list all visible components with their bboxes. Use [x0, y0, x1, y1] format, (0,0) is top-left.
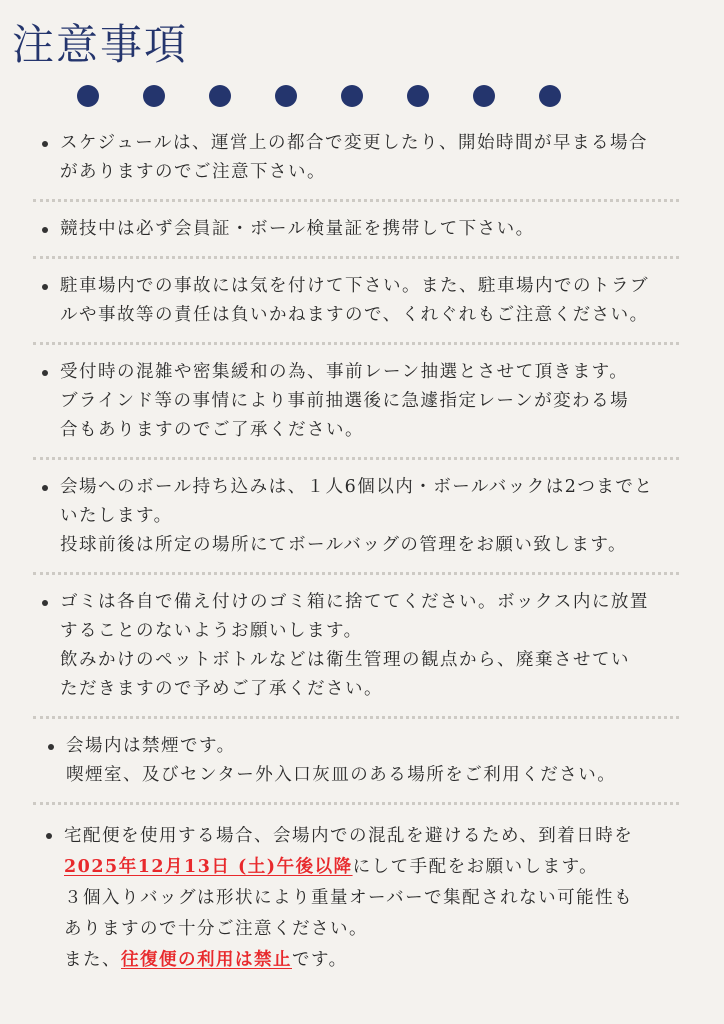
notice-item-trash	[0, 575, 724, 716]
dot-icon	[407, 85, 429, 107]
notice-text-line: ゴミは各自で備え付けのゴミ箱に捨ててください。ボックス内に放置	[60, 592, 649, 612]
bullet-icon	[42, 141, 48, 147]
bullet-icon	[42, 284, 48, 290]
decorative-dots	[77, 85, 561, 107]
notice-text: にして手配をお願いします。	[352, 857, 599, 877]
notice-text-line	[64, 945, 684, 976]
notice-text-line	[64, 852, 684, 883]
notice-item-schedule	[0, 124, 724, 199]
notice-text: また、	[64, 950, 121, 970]
notice-text-line: 合もありますのでご了承ください。	[60, 420, 364, 440]
notice-text-line: 飲みかけのペットボトルなどは衛生管理の観点から、廃棄させてい	[60, 650, 630, 670]
notice-text-line: ブラインド等の事情により事前抽選後に急遽指定レーンが変わる場	[60, 391, 630, 411]
notice-item-parking	[0, 259, 724, 342]
dot-icon	[275, 85, 297, 107]
bullet-icon	[42, 485, 48, 491]
notice-item-member-card	[0, 202, 724, 256]
notice-item-balls	[0, 460, 724, 572]
bullet-icon	[42, 227, 48, 233]
notice-text-line: 投球前後は所定の場所にてボールバッグの管理をお願い致します。	[60, 535, 628, 555]
notice-text-line: 競技中は必ず会員証・ボール検量証を携帯して下さい。	[60, 219, 535, 239]
notice-text-line: ３個入りバッグは形状により重量オーバーで集配されない可能性も	[64, 888, 634, 908]
notice-item-delivery	[0, 805, 724, 988]
bullet-icon	[42, 370, 48, 376]
bullet-icon	[42, 600, 48, 606]
dot-icon	[143, 85, 165, 107]
dot-icon	[473, 85, 495, 107]
notice-text-line: 会場へのボール持ち込みは、１人6個以内・ボールバックは2つまでと	[60, 477, 654, 497]
dot-icon	[209, 85, 231, 107]
notice-text-line: 駐車場内での事故には気を付けて下さい。また、駐車場内でのトラブ	[60, 276, 649, 296]
notice-list	[0, 124, 724, 988]
notice-text-line: がありますのでご注意下さい。	[60, 162, 326, 182]
notice-item-smoking	[0, 719, 724, 802]
bullet-icon	[46, 833, 52, 839]
bullet-icon	[48, 744, 54, 750]
notice-text-line: することのないようお願いします。	[60, 621, 363, 641]
notice-item-lane-draw	[0, 345, 724, 457]
notice-text-line: いたします。	[60, 506, 173, 526]
notice-text: です。	[292, 950, 348, 970]
notice-text-line: 宅配便を使用する場合、会場内での混乱を避けるため、到着日時を	[64, 826, 634, 846]
delivery-date-highlight: 2025年12月13日 (土)午後以降	[64, 857, 353, 877]
dot-icon	[539, 85, 561, 107]
notice-text-line: ありますので十分ご注意ください。	[64, 919, 368, 939]
notice-text-line: スケジュールは、運営上の都合で変更したり、開始時間が早まる場合	[60, 133, 648, 153]
notice-text-line: ルや事故等の責任は負いかねますので、くれぐれもご注意ください。	[60, 305, 649, 325]
notice-text-line: ただきますので予めご了承ください。	[60, 679, 383, 699]
page-title: 注意事項	[12, 20, 189, 69]
notice-text-line: 喫煙室、及びセンター外入口灰皿のある場所をご利用ください。	[66, 765, 617, 785]
dot-icon	[341, 85, 363, 107]
notice-text-line: 受付時の混雑や密集緩和の為、事前レーン抽選とさせて頂きます。	[60, 362, 629, 382]
dot-icon	[77, 85, 99, 107]
notice-text-line: 会場内は禁煙です。	[66, 736, 236, 756]
round-trip-ban-highlight: 往復便の利用は禁止	[121, 950, 292, 970]
